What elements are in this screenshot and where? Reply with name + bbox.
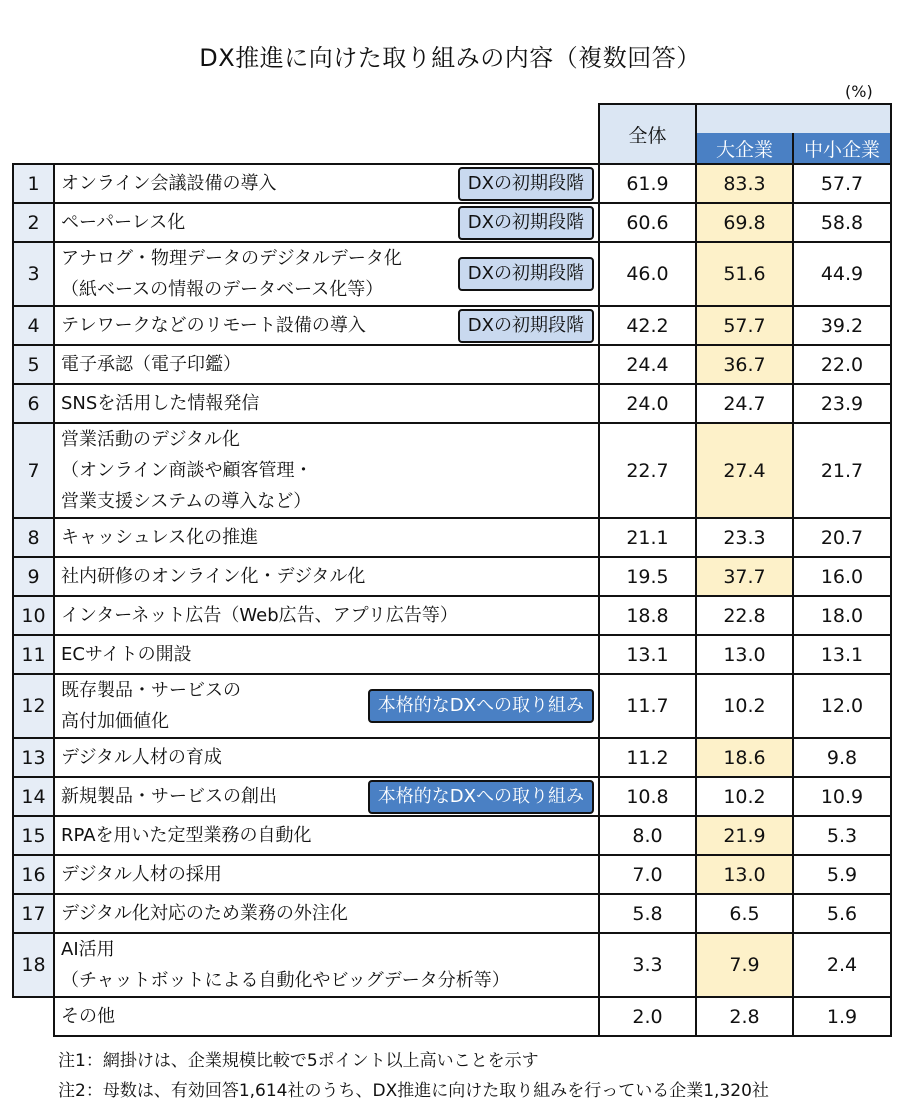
value-large: 22.8 (696, 596, 793, 635)
value-large: 83.3 (696, 164, 793, 203)
row-label-line: テレワークなどのリモート設備の導入 (61, 315, 366, 336)
row-label-line: デジタル人材の育成 (61, 747, 222, 768)
row-number: 14 (13, 777, 54, 816)
row-label-line: ペーパーレス化 (61, 212, 186, 233)
row-label-line: 社内研修のオンライン化・デジタル化 (61, 566, 366, 587)
badge-dx-initial: DXの初期段階 (458, 206, 594, 240)
value-large: 7.9 (696, 933, 793, 997)
badge-dx-initial: DXの初期段階 (458, 167, 594, 201)
row-label (54, 894, 599, 933)
value-large: 23.3 (696, 518, 793, 557)
value-sme: 58.8 (793, 203, 891, 242)
table-row (13, 997, 891, 1036)
table-row (13, 164, 891, 203)
value-large: 36.7 (696, 345, 793, 384)
row-label (54, 345, 599, 384)
unit-label: (%) (845, 82, 873, 101)
value-sme: 23.9 (793, 384, 891, 423)
value-sme: 13.1 (793, 635, 891, 674)
row-number: 7 (13, 423, 54, 518)
notes (58, 1046, 769, 1106)
badge-dx-initial: DXの初期段階 (458, 257, 594, 291)
table-row (13, 596, 891, 635)
value-large: 27.4 (696, 423, 793, 518)
value-sme: 18.0 (793, 596, 891, 635)
row-number: 5 (13, 345, 54, 384)
row-number: 17 (13, 894, 54, 933)
row-label (54, 777, 599, 816)
value-large: 13.0 (696, 855, 793, 894)
header-spacer (13, 133, 54, 164)
note-2: 注2：母数は、有効回答1,614社のうち、DX推進に向けた取り組みを行っている企業1,320社 (58, 1081, 769, 1101)
table-row (13, 518, 891, 557)
value-large: 57.7 (696, 306, 793, 345)
value-sme: 9.8 (793, 738, 891, 777)
row-label (54, 997, 599, 1036)
row-number: 16 (13, 855, 54, 894)
row-label-line: インターネット広告（Web広告、アプリ広告等） (61, 605, 458, 626)
table-row (13, 635, 891, 674)
table-body (13, 164, 891, 1036)
value-large: 21.9 (696, 816, 793, 855)
value-all: 22.7 (599, 423, 696, 518)
value-large: 10.2 (696, 777, 793, 816)
table-row (13, 855, 891, 894)
row-label (54, 933, 599, 997)
value-sme: 10.9 (793, 777, 891, 816)
value-sme: 2.4 (793, 933, 891, 997)
header-sme: 中小企業 (793, 133, 891, 164)
row-label-line: 営業活動のデジタル化 (61, 429, 240, 450)
value-sme: 5.3 (793, 816, 891, 855)
value-large: 69.8 (696, 203, 793, 242)
note-1: 注1：網掛けは、企業規模比較で5ポイント以上高いことを示す (58, 1051, 539, 1071)
value-large: 37.7 (696, 557, 793, 596)
row-label (54, 164, 599, 203)
badge-dx-full: 本格的なDXへの取り組み (368, 780, 594, 814)
value-sme: 20.7 (793, 518, 891, 557)
value-all: 5.8 (599, 894, 696, 933)
row-label (54, 816, 599, 855)
row-label-line: 既存製品・サービスの (61, 680, 241, 701)
badge-dx-full: 本格的なDXへの取り組み (368, 689, 594, 723)
table-row (13, 674, 891, 738)
row-label (54, 738, 599, 777)
row-label-line: デジタル人材の採用 (61, 864, 222, 885)
value-all: 11.7 (599, 674, 696, 738)
row-label-line: 営業支援システムの導入など） (61, 491, 312, 512)
row-label-line: SNSを活用した情報発信 (61, 393, 260, 414)
table-row (13, 203, 891, 242)
row-label-line: オンライン会議設備の導入 (61, 173, 277, 194)
row-label-line: RPAを用いた定型業務の自動化 (61, 825, 312, 846)
table-row (13, 242, 891, 306)
value-all: 13.1 (599, 635, 696, 674)
row-number: 6 (13, 384, 54, 423)
row-label-line: （オンライン商談や顧客管理・ (61, 460, 313, 481)
header-band (696, 104, 891, 133)
row-label (54, 674, 599, 738)
row-number: 18 (13, 933, 54, 997)
table-row (13, 894, 891, 933)
row-label-line: アナログ・物理データのデジタルデータ化 (61, 248, 402, 269)
value-large: 6.5 (696, 894, 793, 933)
row-number (13, 997, 54, 1036)
value-all: 19.5 (599, 557, 696, 596)
row-number: 11 (13, 635, 54, 674)
value-large: 13.0 (696, 635, 793, 674)
table-row (13, 933, 891, 997)
row-number: 1 (13, 164, 54, 203)
row-label-line: 新規製品・サービスの創出 (61, 786, 277, 807)
value-sme: 5.6 (793, 894, 891, 933)
row-label-line: 電子承認（電子印鑑） (61, 354, 241, 375)
row-number: 12 (13, 674, 54, 738)
row-label (54, 518, 599, 557)
table-row (13, 306, 891, 345)
table-row (13, 384, 891, 423)
value-all: 46.0 (599, 242, 696, 306)
value-sme: 12.0 (793, 674, 891, 738)
row-label-line: ECサイトの開設 (61, 644, 192, 665)
value-sme: 1.9 (793, 997, 891, 1036)
value-all: 24.0 (599, 384, 696, 423)
value-sme: 16.0 (793, 557, 891, 596)
row-number: 9 (13, 557, 54, 596)
row-label (54, 203, 599, 242)
row-label (54, 306, 599, 345)
table-row (13, 777, 891, 816)
value-all: 61.9 (599, 164, 696, 203)
row-label (54, 596, 599, 635)
row-label-line: （チャットボットによる自動化やビッグデータ分析等） (61, 970, 510, 991)
row-label-line: デジタル化対応のため業務の外注化 (61, 903, 348, 924)
row-label (54, 557, 599, 596)
value-sme: 44.9 (793, 242, 891, 306)
row-label-line: AI活用 (61, 939, 115, 960)
value-sme: 21.7 (793, 423, 891, 518)
header-spacer (54, 104, 599, 133)
value-large: 18.6 (696, 738, 793, 777)
value-sme: 5.9 (793, 855, 891, 894)
value-sme: 39.2 (793, 306, 891, 345)
header-spacer (13, 104, 54, 133)
value-large: 51.6 (696, 242, 793, 306)
table-row (13, 738, 891, 777)
row-label-line: その他 (61, 1006, 115, 1027)
value-all: 18.8 (599, 596, 696, 635)
value-all: 3.3 (599, 933, 696, 997)
row-label (54, 423, 599, 518)
table-row (13, 423, 891, 518)
value-all: 60.6 (599, 203, 696, 242)
value-all: 21.1 (599, 518, 696, 557)
row-label (54, 635, 599, 674)
table-row (13, 816, 891, 855)
header-spacer (54, 133, 599, 164)
value-sme: 22.0 (793, 345, 891, 384)
table-row (13, 557, 891, 596)
header-large: 大企業 (696, 133, 793, 164)
row-number: 13 (13, 738, 54, 777)
value-all: 7.0 (599, 855, 696, 894)
row-number: 3 (13, 242, 54, 306)
row-number: 8 (13, 518, 54, 557)
value-all: 11.2 (599, 738, 696, 777)
value-all: 24.4 (599, 345, 696, 384)
row-label (54, 855, 599, 894)
table-row (13, 345, 891, 384)
value-sme: 57.7 (793, 164, 891, 203)
row-number: 10 (13, 596, 54, 635)
row-label-line: （紙ベースの情報のデータベース化等） (61, 279, 384, 300)
badge-dx-initial: DXの初期段階 (458, 309, 594, 343)
value-all: 42.2 (599, 306, 696, 345)
value-large: 10.2 (696, 674, 793, 738)
row-label (54, 384, 599, 423)
value-all: 10.8 (599, 777, 696, 816)
row-number: 4 (13, 306, 54, 345)
row-number: 15 (13, 816, 54, 855)
page-title: DX推進に向けた取り組みの内容（複数回答） (199, 44, 701, 72)
value-all: 8.0 (599, 816, 696, 855)
row-label-line: 高付加価値化 (61, 711, 169, 732)
header-all: 全体 (599, 104, 696, 164)
value-all: 2.0 (599, 997, 696, 1036)
results-table (12, 103, 892, 1037)
row-number: 2 (13, 203, 54, 242)
value-large: 2.8 (696, 997, 793, 1036)
row-label-line: キャッシュレス化の推進 (61, 527, 259, 548)
value-large: 24.7 (696, 384, 793, 423)
row-label (54, 242, 599, 306)
